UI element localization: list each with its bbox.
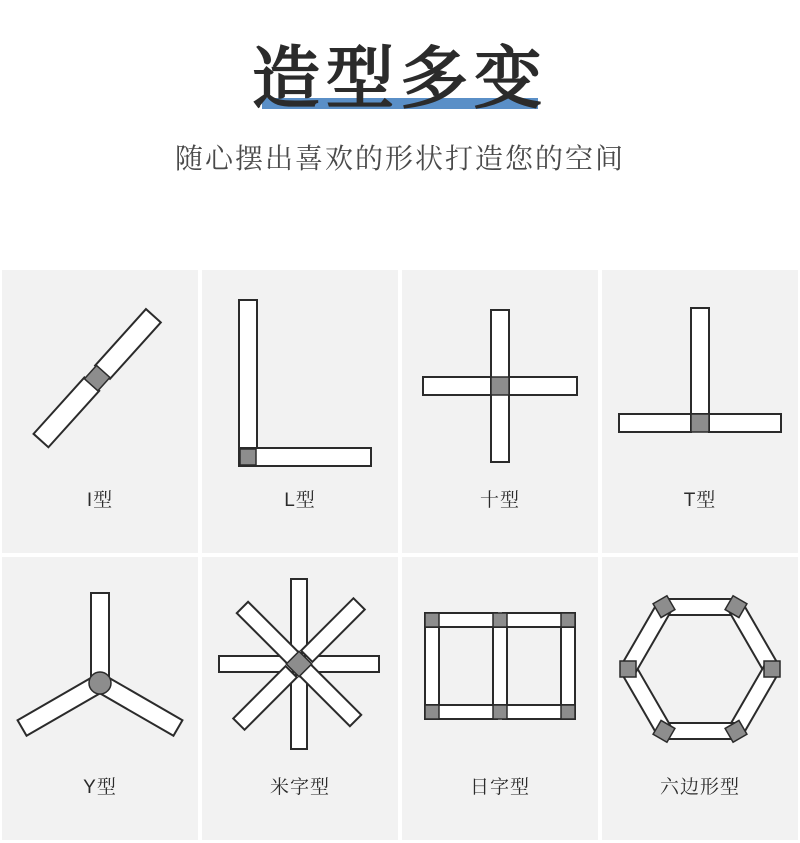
shape-label-ri: 日字型	[469, 777, 530, 798]
shape-card-asterisk[interactable]	[200, 555, 400, 842]
shape-label-cross: 十型	[479, 490, 520, 511]
page-title-wrap	[251, 41, 548, 117]
shape-card-l[interactable]	[200, 268, 400, 555]
shape-card-hexagon[interactable]	[600, 555, 800, 842]
i-shape-icon	[5, 278, 195, 483]
shape-label-l: L型	[284, 490, 316, 511]
page-subtitle: 随心摆出喜欢的形状打造您的空间	[174, 143, 625, 175]
header	[0, 0, 800, 177]
shape-label-hexagon: 六边形型	[659, 777, 740, 798]
shape-label-asterisk: 米字型	[269, 777, 330, 798]
t-shape-icon	[605, 278, 795, 483]
shape-card-cross[interactable]	[400, 268, 600, 555]
shape-label-i: I型	[86, 490, 114, 511]
shape-card-t[interactable]	[600, 268, 800, 555]
shape-card-ri[interactable]	[400, 555, 600, 842]
hexagon-shape-icon	[605, 565, 795, 770]
shape-card-i[interactable]	[0, 268, 200, 555]
page-title: 造型多变	[251, 41, 548, 117]
shape-grid	[0, 268, 800, 842]
cross-shape-icon	[405, 278, 595, 483]
y-shape-icon	[5, 565, 195, 770]
asterisk-shape-icon	[205, 565, 395, 770]
ri-shape-icon	[405, 565, 595, 770]
shape-label-t: T型	[683, 490, 717, 511]
shape-label-y: Y型	[83, 777, 117, 798]
shape-card-y[interactable]	[0, 555, 200, 842]
l-shape-icon	[205, 278, 395, 483]
